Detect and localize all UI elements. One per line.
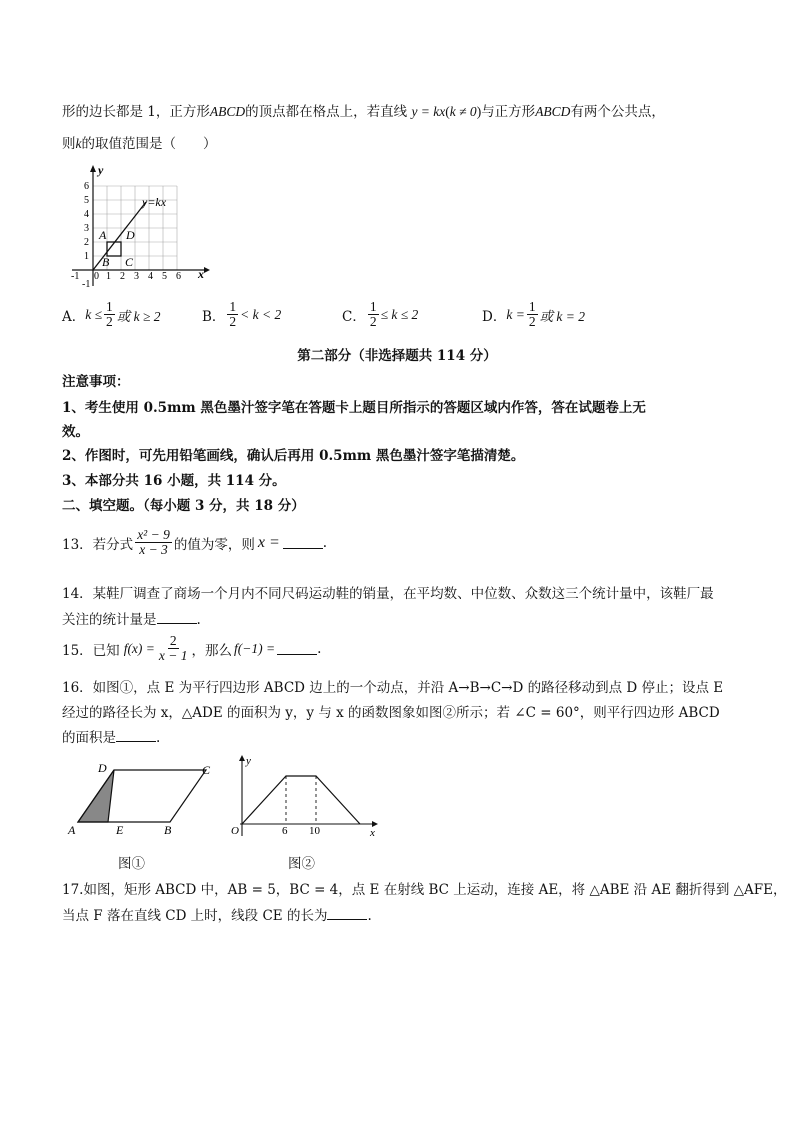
frac-num: 1 [229,299,237,314]
q16-line1: 16．如图①，点 E 为平行四边形 ABCD 边上的一个动点，并沿 A→B→C→D 的路径移动到点 D 停止；设点 E [62,680,724,696]
q13 [62,528,327,557]
fig2-y-arrow [239,755,245,761]
q12-y-label: y [98,163,104,177]
label-a: A [68,823,76,837]
x-tick: 3 [134,271,139,282]
frac-num: 2 [169,633,177,648]
q12-option-b[interactable] [202,300,281,329]
label-b: B [164,823,172,837]
x-tick: 1 [106,271,111,282]
q13-frac [135,528,172,557]
q15 [62,634,321,663]
q14-end: . [196,612,201,628]
x-tick: -1 [71,271,80,282]
q13-end: . [322,534,328,551]
q17-line1: 17.如图，矩形 ABCD 中，AB = 5，BC = 4，点 E 在射线 BC 上运动，连接 AE，将 △ABE 沿 AE 翻折得到 △AFE， [62,882,787,898]
frac-den: 2 [528,314,536,330]
q12-point-labels [98,228,135,269]
q14-answer-blank[interactable] [157,611,197,624]
q16-end: . [156,730,161,746]
q12-line-cond: k ≠ 0 [449,104,477,119]
frac-den: x − 1 [158,648,188,664]
x-tick: 2 [120,271,125,282]
q12-k: k [75,136,82,151]
q15-frac [157,634,190,663]
section-fill-blank: 二、填空题。（每小题 3 分，共 18 分） [62,498,305,514]
option-post: 或 k ≥ 2 [116,308,161,324]
q12-y-ticks [82,181,90,290]
fig2-graph-line [242,776,360,824]
y-tick: -1 [82,279,91,290]
q15-end: . [317,640,322,657]
point-b-label: B [102,255,110,269]
q12-line2-post: 的取值范围是（ ） [81,136,217,152]
frac-num: 1 [369,299,377,314]
notice-item-2: 2、作图时，可先用铅笔画线，确认后再用 0.5mm 黑色墨汁签字笔描清楚。 [62,448,525,464]
q16-fig2-graph [222,752,382,842]
frac-num: x² − 9 [137,527,170,542]
q13-var: x = [257,533,280,551]
label-d: D [98,761,107,775]
y-tick: 4 [84,209,89,220]
y-tick: 2 [84,237,89,248]
q15-f1: f(−1) = [234,640,276,656]
x-tick: 0 [94,271,99,282]
q12-text: 形的边长都是 1，正方形 [62,104,210,120]
q12-line2-pre: 则 [62,136,76,152]
fig2-origin: O [231,825,239,837]
q12-option-c[interactable] [342,300,418,329]
q12-line2 [62,132,217,152]
notice-item-3: 3、本部分共 16 小题，共 114 分。 [62,473,286,489]
point-d-label: D [126,228,135,242]
frac-den: 2 [229,314,237,330]
option-post: < k < 2 [240,306,282,322]
y-tick: 1 [84,251,89,262]
option-letter: A． [62,308,86,325]
q17-end: . [367,908,372,924]
x-tick: 4 [148,271,153,282]
q15-pre: 15．已知 [62,642,120,659]
x-tick: 6 [176,271,181,282]
fig1-labels [67,761,211,837]
option-letter: C． [342,308,366,325]
q17-line2 [62,904,372,924]
q15-fx: f(x) = [123,640,155,656]
q15-mid: ，那么 [191,642,233,659]
option-post: 或 k = 2 [539,308,586,324]
option-post: ≤ k ≤ 2 [380,306,419,322]
notice-heading: 注意事项： [62,374,130,390]
q12-text-post: 与正方形 [481,104,536,120]
q15-answer-blank[interactable] [277,642,317,655]
q16-fig1-caption: 图① [118,856,145,872]
notice-item-1b: 效。 [62,424,89,440]
q16-line3 [62,726,160,746]
frac-num: 1 [528,299,536,314]
q12-abcd-2: ABCD [535,104,571,119]
q13-pre: 13．若分式 [62,536,134,553]
y-tick: 5 [84,195,89,206]
q12-grid-figure [62,160,222,290]
q12-y-arrow [90,165,96,172]
q12-text-tail: 有两个公共点， [570,104,665,120]
option-frac [368,300,379,329]
part2-title: 第二部分（非选择题共 114 分） [297,348,497,364]
label-e: E [116,823,124,837]
q14-line2 [62,608,201,628]
point-c-label: C [125,255,134,269]
label-c: C [202,763,211,777]
frac-den: 2 [369,314,377,330]
q12-x-label: x [198,267,204,281]
q16-answer-blank[interactable] [116,729,156,742]
frac-den: 2 [106,314,113,330]
option-letter: B． [202,308,226,325]
option-letter: D． [482,308,507,325]
fig2-labels [231,755,375,839]
fig2-x-label: x [370,827,375,839]
q12-abcd: ABCD [209,104,246,119]
q16-line3-text: 的面积是 [62,730,116,746]
point-a-label: A [99,228,107,242]
q17-line2-text: 当点 F 落在直线 CD 上时，线段 CE 的长为 [62,908,328,924]
q14-line2-text: 关注的统计量是 [62,612,157,628]
frac-num: 1 [106,299,113,314]
fig2-tick-10: 10 [309,825,320,837]
option-frac [527,300,538,329]
q14-line1: 14．某鞋厂调查了商场一个月内不同尺码运动鞋的销量，在平均数、中位数、众数这三个统计量中，该鞋厂最 [62,586,714,602]
q13-answer-blank[interactable] [283,536,323,549]
q12-line-eq: y = kx [411,104,446,119]
q13-mid: 的值为零，则 [173,536,255,553]
notice-item-1a: 1、考生使用 0.5mm 黑色墨汁签字笔在答题卡上题目所指示的答题区域内作答，答在试题卷上无 [62,400,646,416]
fig2-y-label: y [246,755,251,767]
q16-line2: 经过的路径长为 x，△ADE 的面积为 y，y 与 x 的函数图象如图②所示；若 ∠C = 60°，则平行四边形 ABCD [62,705,720,721]
x-tick: 5 [162,271,167,282]
q17-answer-blank[interactable] [327,907,367,920]
q12-x-arrow [204,267,210,273]
q16-fig2-caption: 图② [288,856,315,872]
y-tick: 6 [84,181,89,192]
q12-text-mid: 的顶点都在格点上，若直线 [245,104,408,120]
y-tick: 3 [84,223,89,234]
option-frac [227,300,238,329]
q12-option-a[interactable] [62,300,161,329]
option-pre: k ≤ [85,306,103,322]
q12-line1: 形的边长都是 1，正方形ABCD的顶点都在格点上，若直线 y = kx(k ≠ 0)与正方形ABCD有两个公共点， [62,104,665,120]
frac-den: x − 3 [139,542,168,558]
option-pre: k = [506,306,525,322]
q12-option-d[interactable] [482,300,585,329]
q12-line-label: y=kx [142,195,167,209]
fig2-tick-6: 6 [282,825,288,837]
option-frac [104,300,115,329]
q16-fig1-parallelogram [62,758,222,838]
